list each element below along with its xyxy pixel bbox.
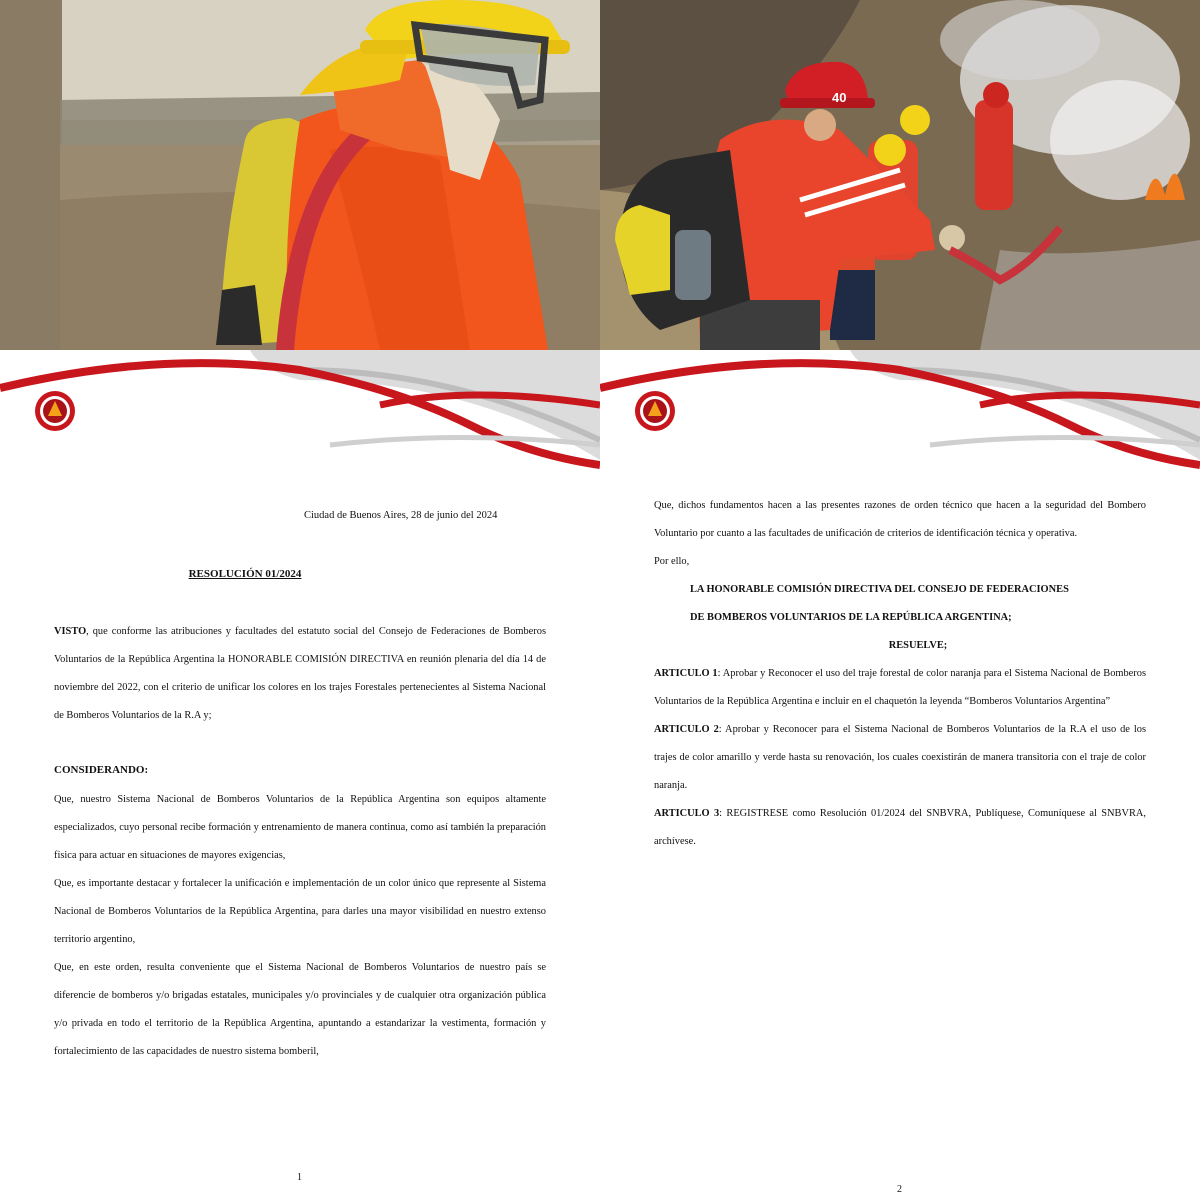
article-1 — [654, 660, 1146, 716]
article-1-text: : Aprobar y Reconocer el uso del traje forestal de color naranja para el Sistema Nacional de Bomberos Voluntarios de la República Argentina e incluir en el chaquetón la leyenda “Bomberos Voluntarios Argentina” — [654, 668, 1146, 707]
considerando-heading: CONSIDERANDO: — [54, 764, 149, 776]
document-date: Ciudad de Buenos Aires, 28 de junio del 2024 — [304, 510, 498, 521]
page-header-banner — [0, 350, 600, 480]
resolution-title-text: RESOLUCIÓN 01/2024 — [188, 568, 302, 580]
article-2-text: : Aprobar y Reconocer para el Sistema Nacional de Bomberos Voluntarios de la R.A el uso de los trajes de color amarillo y verde hasta su renovación, los cuales coexistirán de manera transitoria con el traje de color naranja. — [654, 724, 1146, 791]
considerando-paragraph-3: Que, en este orden, resulta conveniente que el Sistema Nacional de Bomberos Voluntarios de nuestro país se diferencie de bomberos y/o brigadas estatales, municipales y/o provinciales y de cualquier otra organización pública y/o privada en todo el territorio de la República Argentina, apuntando a estandarizar la vestimenta, formación y fortalecimiento de las capacidades de nuestro sistema bomberil, — [54, 962, 546, 1057]
article-3 — [654, 800, 1146, 856]
page-number-2: 2 — [897, 1184, 902, 1195]
document-page-1 — [0, 350, 600, 1200]
article-1-label: ARTICULO 1 — [654, 668, 718, 679]
photo-firefighters-brush-fire — [600, 0, 1200, 350]
resolution-title — [0, 568, 600, 580]
firefighter-illustration — [0, 0, 600, 350]
considerando-paragraphs — [54, 786, 546, 1066]
document-page-2 — [600, 350, 1200, 1200]
page-header-banner-2 — [600, 350, 1200, 480]
article-2 — [654, 716, 1146, 800]
photo-firefighter-orange-suit — [0, 0, 600, 350]
visto-text: , que conforme las atribuciones y facultades del estatuto social del Consejo de Federaciones de Bomberos Voluntarios de la República Argentina la HONORABLE COMISIÓN DIRECTIVA en reunión plenaria del día 14 de noviembre del 2022, con el criterio de unificar los colores en los trajes Forestales pertenecientes al Sistema Nacional de Bomberos Voluntarios de la R.A y; — [54, 626, 546, 721]
article-3-text: : REGISTRESE como Resolución 01/2024 del SNBVRA, Publíquese, Comuníquese al SNBVRA, archívese. — [654, 808, 1147, 847]
federation-seal-icon — [34, 390, 76, 432]
por-ello: Por ello, — [654, 556, 690, 567]
visto-label: VISTO — [54, 626, 87, 637]
helmet-number: 40 — [832, 90, 847, 105]
considerando-paragraph-1: Que, nuestro Sistema Nacional de Bomberos Voluntarios de la República Argentina son equipos altamente especializados, cuyo personal recibe formación y entrenamiento de manera continua, como así también la preparación física para actuar en situaciones de mayores exigencias, — [54, 794, 546, 861]
article-3-label: ARTICULO 3 — [654, 808, 720, 819]
article-2-label: ARTICULO 2 — [654, 724, 719, 735]
considerando-paragraph-2: Que, es importante destacar y fortalecer la unificación e implementación de un color único que represente al Sistema Nacional de Bomberos Voluntarios de la República Argentina, para darles una mayor visibilidad en nuestro extenso territorio argentino, — [54, 878, 546, 945]
visto-paragraph — [54, 618, 546, 730]
federation-seal-icon-2 — [634, 390, 676, 432]
page-number-1: 1 — [297, 1172, 302, 1183]
commission-line-2: DE BOMBEROS VOLUNTARIOS DE LA REPÚBLICA ARGENTINA; — [690, 612, 1012, 623]
firefighters-team-illustration — [600, 0, 1200, 350]
fundamentos-paragraph: Que, dichos fundamentos hacen a las presentes razones de orden técnico que hacen a la seguridad del Bombero Voluntario por cuanto a las facultades de unificación de criterios de identificación técnica y operativa. — [654, 500, 1146, 539]
page-2-body — [654, 492, 1146, 856]
commission-line-1: LA HONORABLE COMISIÓN DIRECTIVA DEL CONSEJO DE FEDERACIONES — [690, 584, 1069, 595]
resuelve-heading: RESUELVE; — [888, 640, 948, 651]
